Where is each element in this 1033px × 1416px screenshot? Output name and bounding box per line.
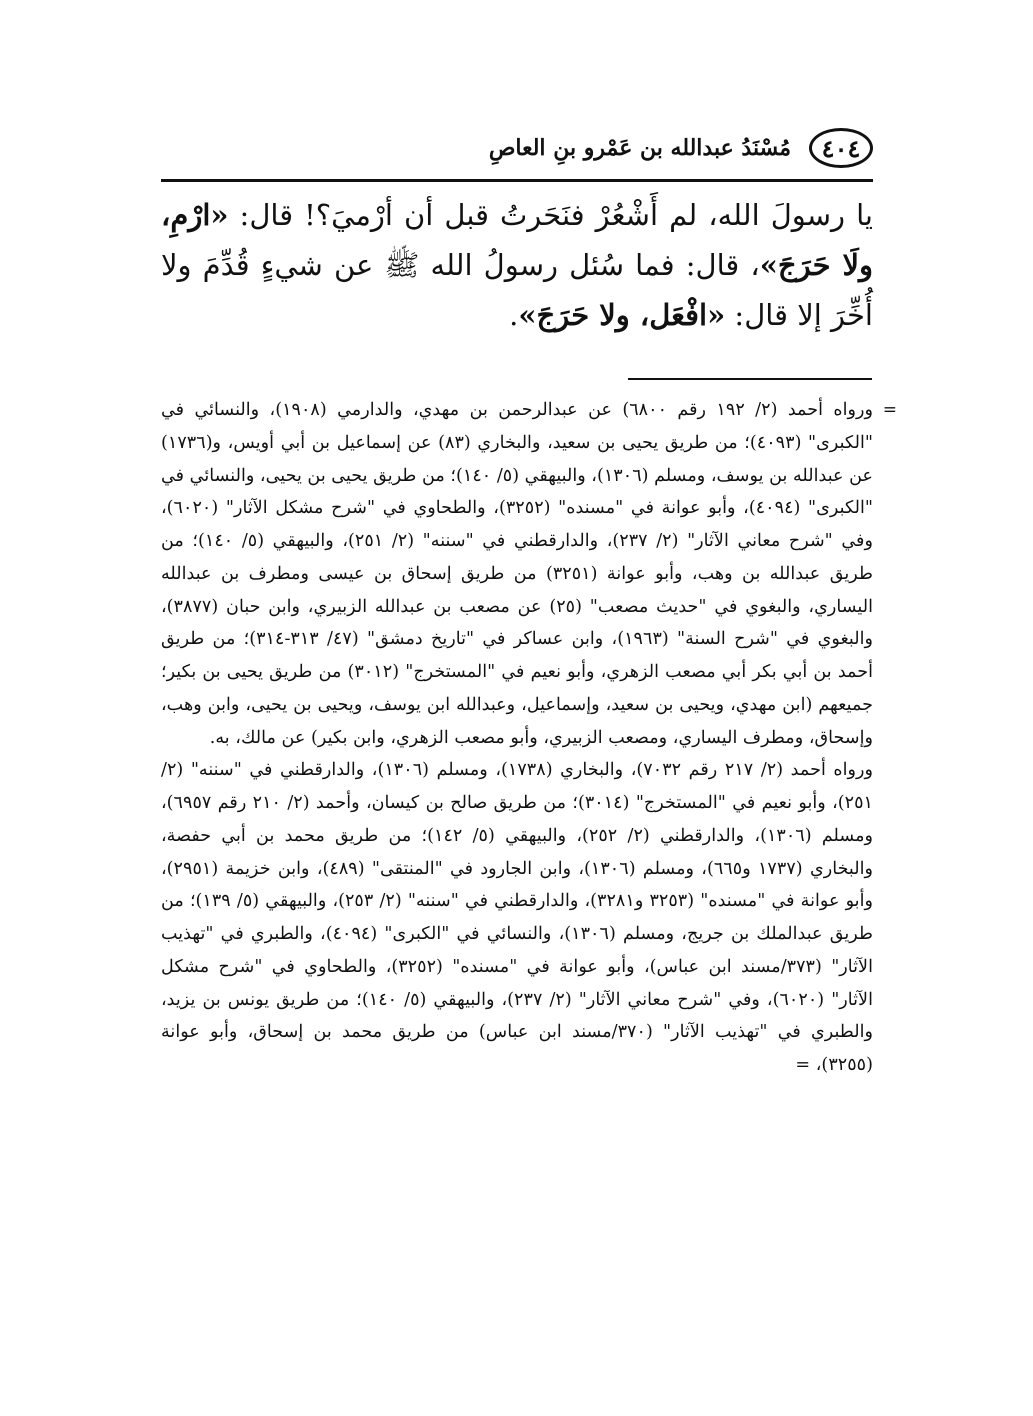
main-text-middle: ، قال: فما سُئل رسولُ الله ﷺ عن شيءٍ قُدِّمَ ولا أُخِّرَ إلا قال: <box>161 248 873 332</box>
footnote-block <box>161 394 897 1082</box>
quote-2: «افْعَل، ولا حَرَجَ» <box>518 298 726 332</box>
footnote-separator <box>628 378 872 380</box>
main-text-before: يا رسولَ الله، لم أَشْعُرْ فنَحَرتُ قبل أن أرْميَ؟! قال: <box>228 198 873 232</box>
page-number: ٤٠٤ <box>809 128 873 168</box>
page-header <box>161 118 873 178</box>
running-title: مُسْنَدُ عبدالله بن عَمْرو بنِ العاصِ <box>488 135 791 161</box>
quote-1: «ارْمِ، ولَا حَرَجَ» <box>161 198 873 282</box>
main-paragraph <box>161 190 873 340</box>
main-text <box>161 190 873 340</box>
main-text-end: . <box>509 298 519 332</box>
header-rule <box>161 179 873 182</box>
continuation-mark: = <box>882 400 897 420</box>
footnote-paragraph-2: ورواه أحمد (٢/ ٢١٧ رقم ٧٠٣٢)، والبخاري (١٧٣٨)، ومسلم (١٣٠٦)، والدارقطني في "سننه" (٢/ ٢٥١)، وأبو نعيم في "المستخرج" (٣٠١٤)؛ من طريق صالح بن كيسان، وأحمد (٢/ ٢١٠ رقم ٦٩٥٧)، ومسلم (١٣٠٦)، والدارقطني (٢/ ٢٥٢)، والبيهقي (٥/ ١٤٢)؛ من طريق محمد بن أبي حفصة، والبخاري (١٧٣٧ و٦٦٥)، ومسلم (١٣٠٦)، وابن الجارود في "المنتقى" (٤٨٩)، وابن خزيمة (٢٩٥١)، وأبو عوانة في "مسنده" (٣٢٥٣ و٣٢٨١)، والدارقطني في "سننه" (٢/ ٢٥٣)، والبيهقي (٥/ ١٣٩)؛ من طريق عبدالملك بن جريج، ومسلم (١٣٠٦)، والنسائي في "الكبرى" (٤٠٩٤)، والطبري في "تهذيب الآثار" (٣٧٣/مسند ابن عباس)، وأبو عوانة في "مسنده" (٣٢٥٢)، والطحاوي في "شرح مشكل الآثار" (٦٠٢٠)، وفي "شرح معاني الآثار" (٢/ ٢٣٧)، والبيهقي (٥/ ١٤٠)؛ من طريق يونس بن يزيد، والطبري في "تهذيب الآثار" (٣٧٠/مسند ابن عباس) من طريق محمد بن إسحاق، وأبو عوانة (٣٢٥٥)، = <box>161 760 873 1075</box>
footnote <box>161 394 897 1082</box>
footnote-paragraph-1: ورواه أحمد (٢/ ١٩٢ رقم ٦٨٠٠) عن عبدالرحمن بن مهدي، والدارمي (١٩٠٨)، والنسائي في "الكبرى" (٤٠٩٣)؛ من طريق يحيى بن سعيد، والبخاري (٨٣) عن إسماعيل بن أبي أويس، و(١٧٣٦) عن عبدالله بن يوسف، ومسلم (١٣٠٦)، والبيهقي (٥/ ١٤٠)؛ من طريق يحيى بن يحيى، والنسائي في "الكبرى" (٤٠٩٤)، وأبو عوانة في "مسنده" (٣٢٥٢)، والطحاوي في "شرح مشكل الآثار" (٦٠٢٠)، وفي "شرح معاني الآثار" (٢/ ٢٣٧)، والدارقطني في "سننه" (٢/ ٢٥١)، والبيهقي (٥/ ١٤٠)؛ من طريق عبدالله بن وهب، وأبو عوانة (٣٢٥١) من طريق إسحاق بن عيسى ومطرف بن عبدالله اليساري، والبغوي في "حديث مصعب" (٢٥) عن مصعب بن عبدالله الزبيري، وابن حبان (٣٨٧٧)، والبغوي في "شرح السنة" (١٩٦٣)، وابن عساكر في "تاريخ دمشق" (٤٧/ ٣١٣-٣١٤)؛ من طريق أحمد بن أبي بكر أبي مصعب الزهري، وأبو نعيم في "المستخرج" (٣٠١٢) من طريق يحيى بن بكير؛ جميعهم (ابن مهدي، ويحيى بن سعيد، وإسماعيل، وعبدالله ابن يوسف، ويحيى بن يحيى، وابن وهب، وإسحاق، ومطرف اليساري، ومصعب الزبيري، وأبو مصعب الزهري، وابن بكير) عن مالك، به. <box>161 400 873 748</box>
